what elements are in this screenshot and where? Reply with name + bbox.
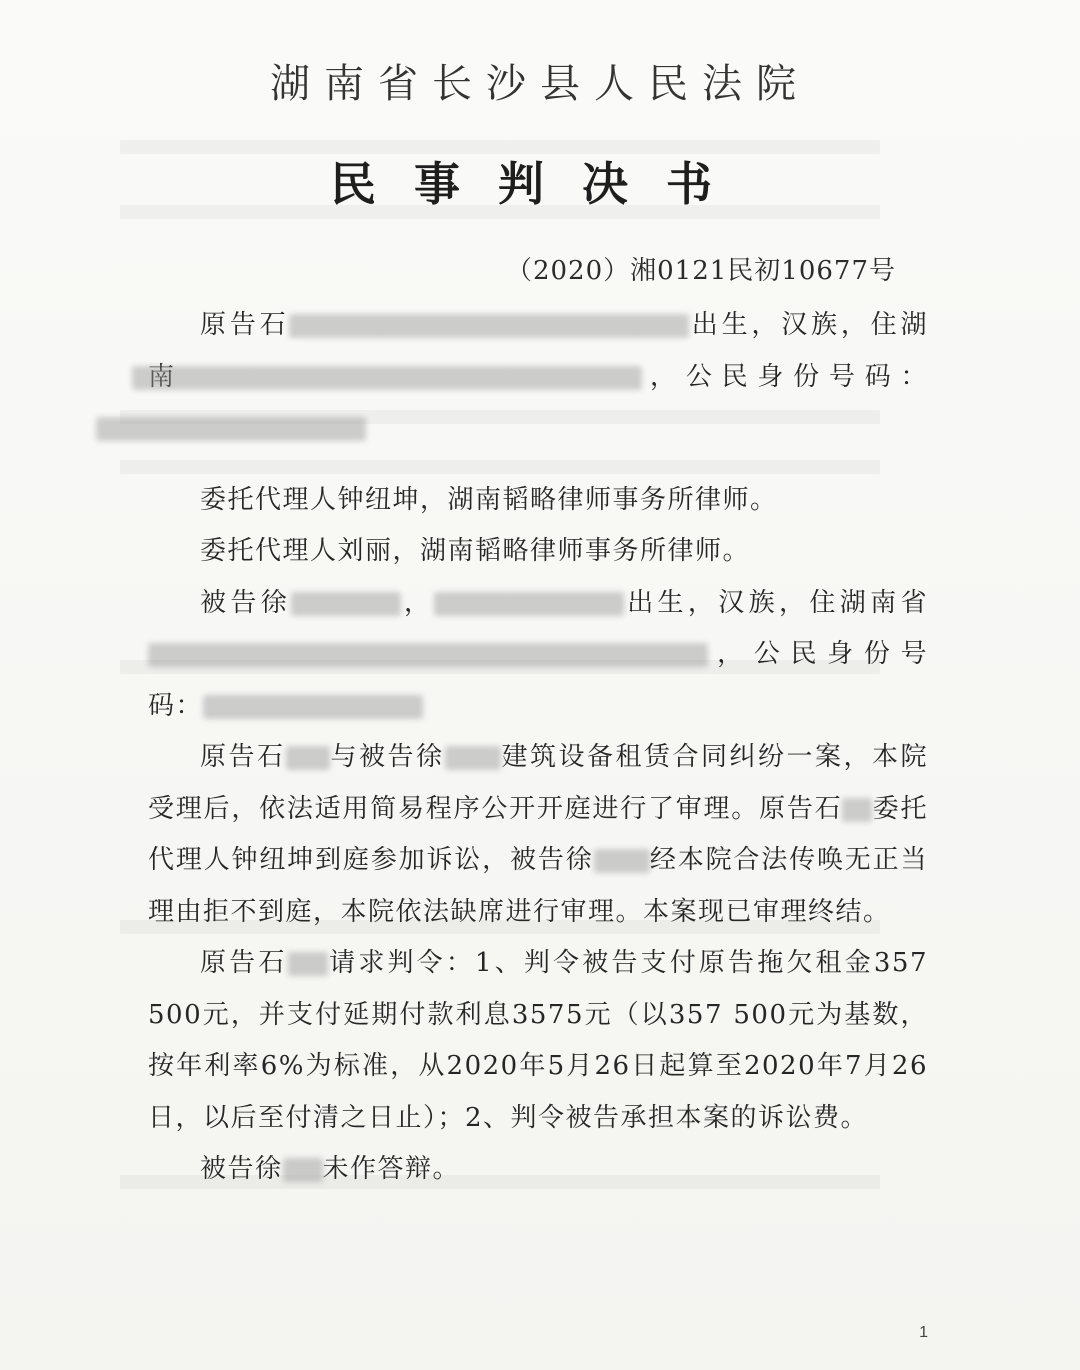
case-number: （2020）湘0121民初10677号 [505, 256, 896, 286]
defendant-suffix: 出生，汉族，住湖南 [624, 587, 901, 618]
redacted-block [291, 592, 401, 616]
document-title: 民事判决书 [330, 157, 750, 211]
intro-text: 建筑设备租赁合同纠纷一案，本院受理后，依法适用简易程序公开开庭进行了审理。原告石 [148, 742, 928, 824]
plaintiff-suffix: 出生，汉族，住湖南 [148, 310, 928, 392]
redacted-block [594, 849, 650, 873]
document-body [148, 300, 928, 1196]
redacted-block [842, 798, 872, 822]
intro-text: 经本院合法传唤无正当理由拒不到庭，本院依法缺席进行审理。本案现已审理终结。 [148, 845, 928, 927]
page-number: 1 [919, 1324, 928, 1341]
case-intro-paragraph [148, 732, 928, 938]
redacted-block [288, 952, 328, 976]
redacted-block [286, 746, 330, 770]
defendant-prefix: 被告徐 [200, 587, 292, 618]
plaintiff-prefix: 原告石 [200, 310, 290, 340]
defendant-mid: ， [401, 587, 435, 618]
defendant-line2-prefix: 省 [900, 587, 928, 618]
redacted-block [148, 643, 708, 667]
redacted-block [445, 746, 501, 770]
redacted-block [96, 417, 366, 441]
redacted-block [434, 592, 624, 616]
defendant-paragraph [148, 578, 928, 733]
redacted-block [203, 695, 423, 719]
court-name: 湖南省长沙县人民法院 [270, 61, 810, 107]
plaintiff-paragraph [148, 300, 928, 455]
intro-text: 原告石 [200, 742, 286, 772]
defense-text: 被告徐 [200, 1154, 283, 1184]
redacted-block [283, 1158, 323, 1182]
agent-2: 委托代理人刘丽，湖南韬略律师事务所律师。 [200, 536, 751, 566]
redacted-block [132, 366, 642, 390]
intro-text: 与被告徐 [329, 742, 445, 772]
claim-text: 请求判令：1、判令被告支付原告拖欠租金357 500元，并支付延期付款利息3575元（以357 500元为基数，按年利率6%为标准，从2020年5月26日起算至2020年7月26日，以后至付清之日止）；2、判令被告承担本案的诉讼费。 [148, 948, 928, 1133]
defendant-line3-prefix: 码： [148, 690, 204, 721]
redacted-block [289, 314, 689, 338]
claim-paragraph [148, 938, 928, 1144]
plaintiff-line2-suffix: ，公民身份号码： [641, 361, 928, 392]
intro-text: 委托代理人钟纽坤到庭参加诉讼，被告徐 [148, 793, 928, 875]
defense-text: 未作答辩。 [322, 1154, 461, 1184]
spacer [148, 455, 928, 475]
agent-1: 委托代理人钟纽坤，湖南韬略律师事务所律师。 [200, 484, 778, 515]
defense-paragraph [148, 1144, 928, 1196]
defendant-line2-suffix: ，公民身份号 [708, 639, 928, 669]
claim-text: 原告石 [200, 948, 288, 978]
